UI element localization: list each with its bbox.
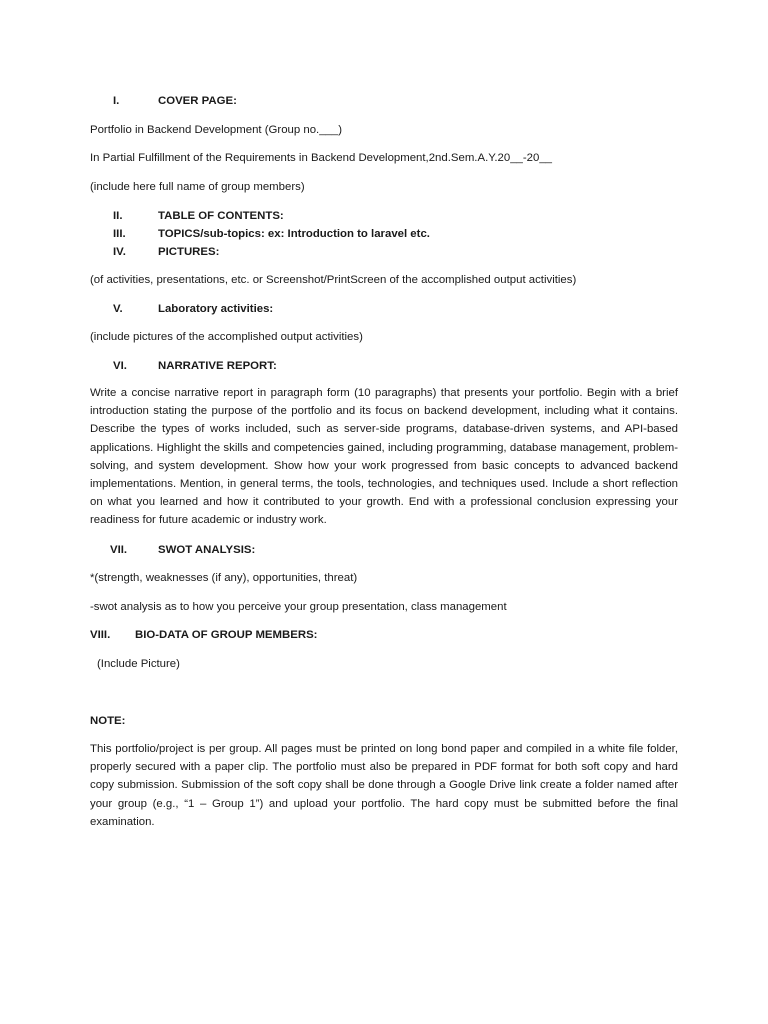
section-title-topics: TOPICS/sub-topics: ex: Introduction to laravel etc. bbox=[158, 228, 430, 240]
cover-line-fulfillment: In Partial Fulfillment of the Requirements in Backend Development,2nd.Sem.A.Y.20__-20__ bbox=[90, 152, 553, 164]
pictures-note: (of activities, presentations, etc. or Screenshot/PrintScreen of the accomplished output activities) bbox=[90, 274, 577, 286]
swot-line-perception: -swot analysis as to how you perceive your group presentation, class management bbox=[90, 601, 507, 613]
cover-line-portfolio: Portfolio in Backend Development (Group no.___) bbox=[90, 124, 343, 136]
section-number-7: VII. bbox=[110, 544, 128, 556]
note-title: NOTE: bbox=[90, 715, 126, 727]
section-number-2: II. bbox=[113, 210, 123, 222]
laboratory-note: (include pictures of the accomplished output activities) bbox=[90, 331, 363, 343]
section-number-3: III. bbox=[113, 228, 126, 240]
section-number-4: IV. bbox=[113, 246, 126, 258]
section-number-1: I. bbox=[113, 95, 120, 107]
cover-line-members: (include here full name of group members) bbox=[90, 181, 305, 193]
section-number-5: V. bbox=[113, 303, 123, 315]
section-title-swot-analysis: SWOT ANALYSIS: bbox=[158, 544, 256, 556]
section-title-bio-data: BIO-DATA OF GROUP MEMBERS: bbox=[135, 629, 318, 641]
narrative-paragraph: Write a concise narrative report in paragraph form (10 paragraphs) that presents your portfolio. Begin with a brief introduction stating the purpose of the portfolio and its focus on backend development, including what it contains. Describe the types of works included, such as server-side programs, database-driven systems, and API-based applications. Highlight the skills and competencies gained, including programming, database management, problem-solving, and system development. Show how your work progressed from basic concepts to advanced backend implementations. Mention, in general terms, the tools, technologies, and techniques used. Include a short reflection on what you learned and how it contributed to your growth. End with a professional conclusion expressing your readiness for future academic or industry work. bbox=[90, 387, 678, 527]
section-title-table-of-contents: TABLE OF CONTENTS: bbox=[158, 210, 284, 222]
section-number-6: VI. bbox=[113, 360, 127, 372]
section-title-cover-page: COVER PAGE: bbox=[158, 95, 237, 107]
biodata-note: (Include Picture) bbox=[97, 658, 180, 670]
section-title-pictures: PICTURES: bbox=[158, 246, 220, 258]
section-title-laboratory-activities: Laboratory activities: bbox=[158, 303, 274, 315]
section-number-8: VIII. bbox=[90, 629, 111, 641]
note-paragraph: This portfolio/project is per group. All pages must be printed on long bond paper and compiled in a white file folder, properly secured with a paper clip. The portfolio must also be prepared in PDF format for both soft copy and hard copy submission. Submission of the soft copy shall be done through a Google Drive link create a folder named after your group (e.g., “1 – Group 1”) and upload your portfolio. The hard copy must be submitted before the final examination. bbox=[90, 743, 678, 828]
section-title-narrative-report: NARRATIVE REPORT: bbox=[158, 360, 277, 372]
swot-line-factors: *(strength, weaknesses (if any), opportunities, threat) bbox=[90, 572, 358, 584]
